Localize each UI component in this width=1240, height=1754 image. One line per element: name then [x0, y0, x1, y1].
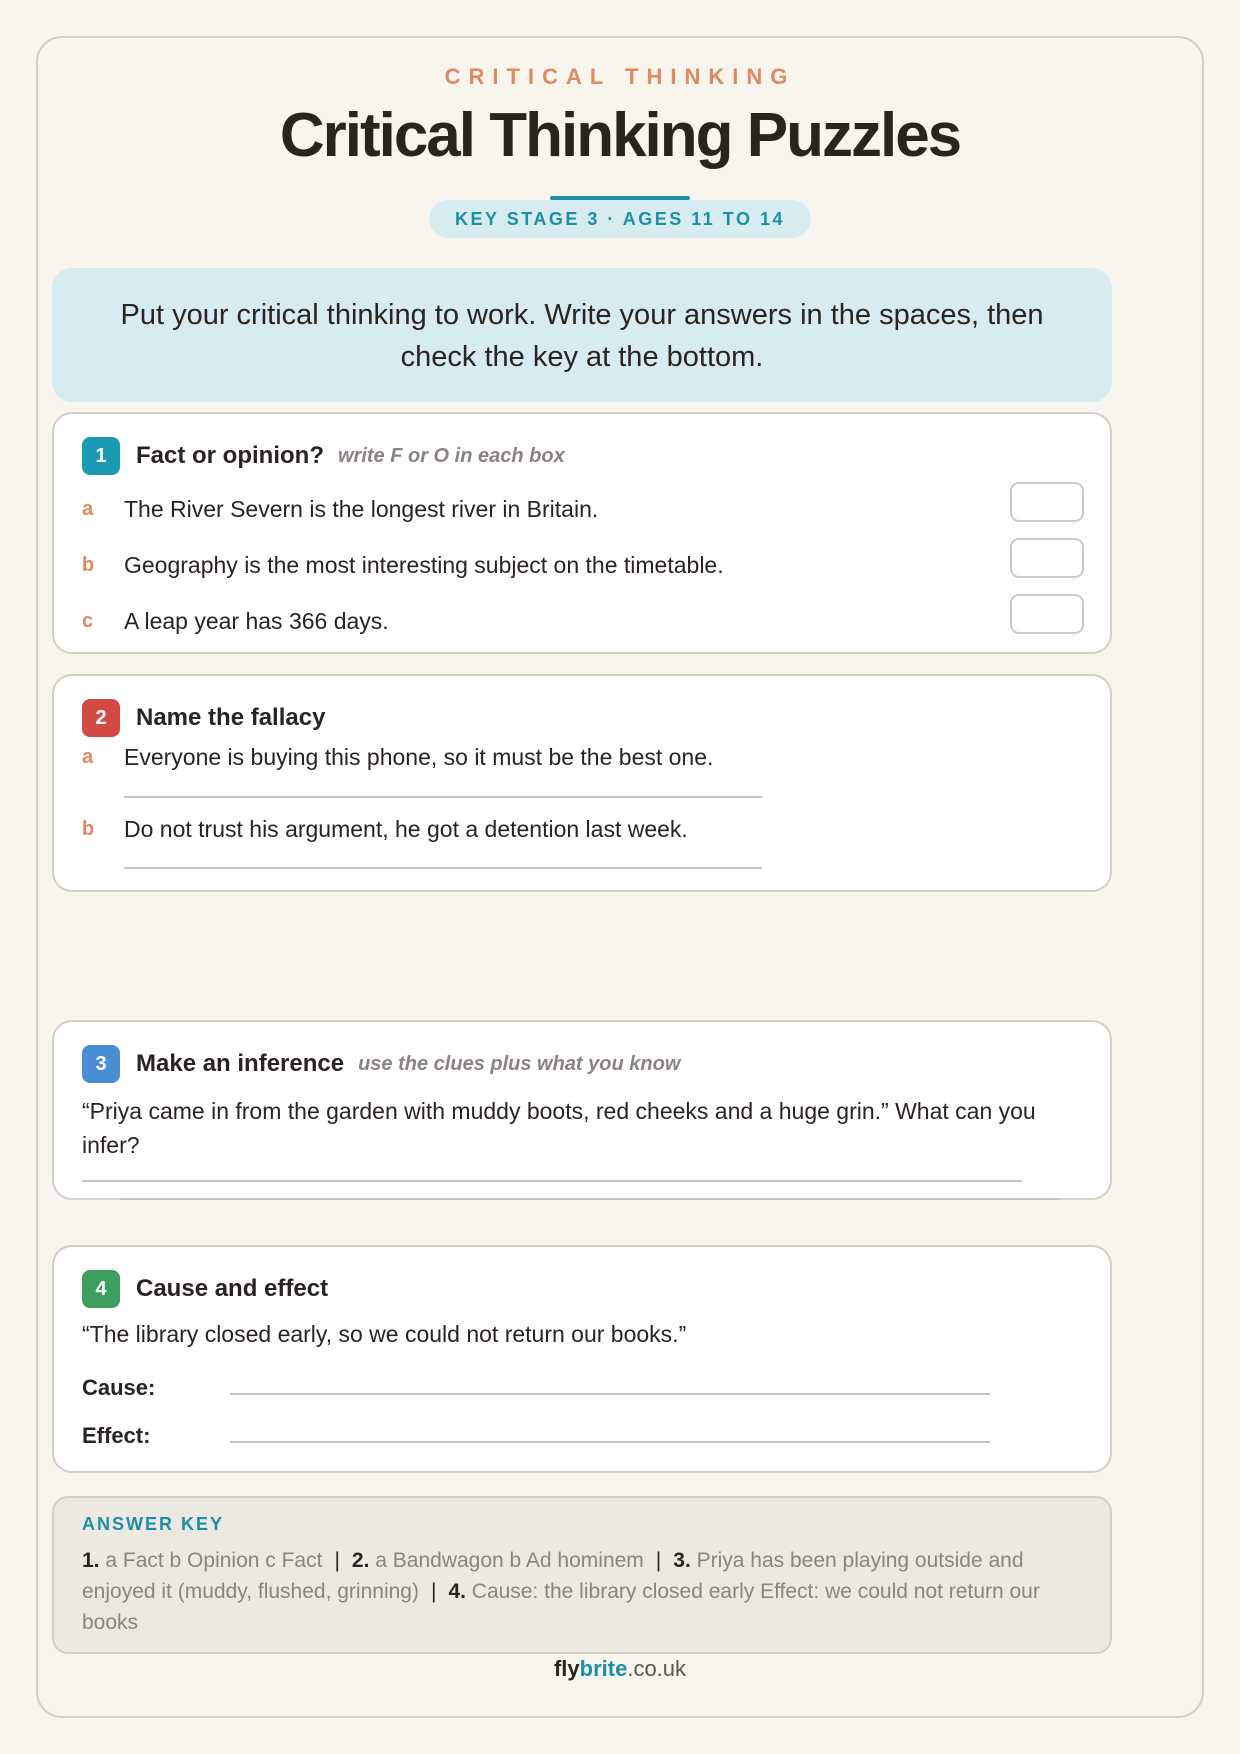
item-letter: b [82, 554, 95, 576]
answer-key-text [82, 1545, 1082, 1638]
answer-box-c[interactable] [1010, 594, 1084, 634]
question-text: “Priya came in from the garden with muddy boots, red cheeks and a huge grin.” What can you infer? [82, 1098, 1036, 1158]
question-hint: write F or O in each box [337, 444, 565, 467]
answer-4: Cause: the library closed early Effect: we could not return our books [82, 1580, 1040, 1634]
answer-line-a[interactable] [124, 796, 762, 798]
question-title: Make an inference [136, 1050, 345, 1077]
answer-box-b[interactable] [1010, 538, 1084, 578]
answer-number: 2. [351, 1549, 370, 1572]
question-title: Fact or opinion? [136, 442, 324, 469]
item-letter: c [82, 610, 94, 632]
intro-box: Put your critical thinking to work. Write your answers in the spaces, then check the key at the bottom. [52, 268, 1112, 402]
stage-badge: KEY STAGE 3 · AGES 11 TO 14 [429, 200, 811, 238]
item-text: The River Severn is the longest river in Britain. [124, 496, 599, 522]
answer-box-a[interactable] [1010, 482, 1084, 522]
answer-key-title: ANSWER KEY [82, 1514, 225, 1534]
list-item [82, 816, 688, 843]
question-number: 1 [82, 437, 120, 475]
cause-label: Cause: [82, 1375, 156, 1400]
answer-line-2[interactable] [120, 1198, 1060, 1200]
question-card-3 [52, 1020, 1112, 1200]
list-item [82, 496, 598, 523]
list-item [82, 744, 713, 771]
question-card-4 [52, 1245, 1112, 1473]
separator: | [334, 1549, 340, 1572]
question-title: Cause and effect [136, 1275, 329, 1302]
answer-1: a Fact b Opinion c Fact [99, 1549, 323, 1572]
footer-brand [0, 1656, 1240, 1682]
answer-line-b[interactable] [124, 867, 762, 869]
kicker: CRITICAL THINKING [444, 64, 796, 89]
answer-number: 3. [673, 1549, 691, 1572]
question-card-2 [52, 674, 1112, 892]
question-number: 3 [82, 1045, 120, 1083]
answer-line-1[interactable] [82, 1180, 1022, 1182]
item-text: Everyone is buying this phone, so it must be the best one. [124, 744, 714, 770]
item-text: Geography is the most interesting subject on the timetable. [124, 552, 724, 578]
item-text: Do not trust his argument, he got a detention last week. [124, 816, 688, 842]
cause-answer-line[interactable] [230, 1393, 990, 1395]
answer-2: a Bandwagon b Ad hominem [369, 1549, 644, 1572]
question-number: 4 [82, 1270, 120, 1308]
page-title: Critical Thinking Puzzles [279, 101, 961, 170]
question-text: “The library closed early, so we could not return our books.” [82, 1321, 687, 1347]
brand-part-1: fly [553, 1656, 580, 1681]
separator: | [655, 1549, 662, 1572]
item-letter: b [82, 818, 95, 840]
answer-3: Priya has been playing outside and enjoyed it (muddy, flushed, grinning) [82, 1549, 1024, 1603]
list-item [82, 552, 724, 579]
question-number: 2 [82, 699, 120, 737]
separator: | [430, 1580, 437, 1603]
question-card-1 [52, 412, 1112, 654]
list-item [82, 608, 389, 635]
question-hint: use the clues plus what you know [358, 1052, 681, 1075]
effect-answer-line[interactable] [230, 1441, 990, 1443]
item-letter: a [82, 498, 94, 520]
answer-number: 1. [82, 1549, 100, 1572]
brand-part-2: brite [579, 1656, 628, 1681]
question-title: Name the fallacy [136, 704, 326, 731]
brand-domain: .co.uk [627, 1656, 687, 1681]
item-letter: a [82, 746, 94, 768]
answer-number: 4. [448, 1580, 466, 1603]
answer-key [52, 1496, 1112, 1654]
effect-label: Effect: [82, 1423, 151, 1448]
item-text: A leap year has 366 days. [124, 608, 389, 634]
